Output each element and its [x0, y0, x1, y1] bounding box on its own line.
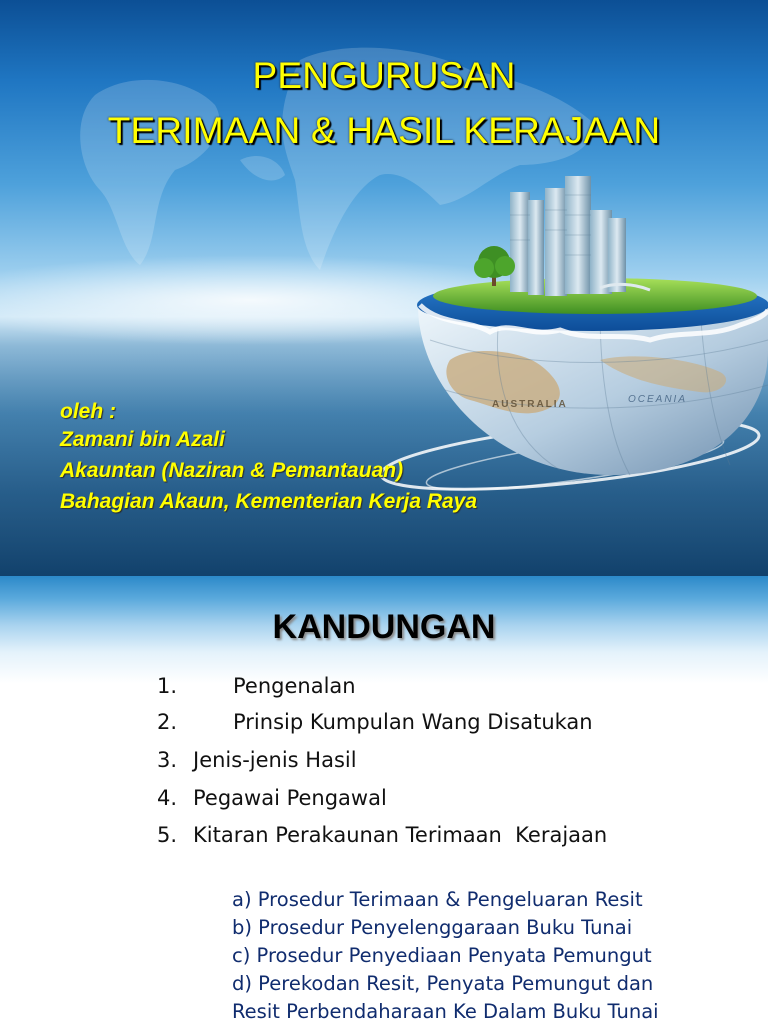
- slide-title-line-1: PENGURUSAN: [252, 55, 516, 96]
- contents-heading: KANDUNGAN: [272, 608, 496, 646]
- toc-subitem: b) Prosedur Penyelenggaraan Buku Tunai: [232, 916, 633, 939]
- toc-item-number: 2.: [157, 710, 178, 734]
- author-name: Zamani bin Azali: [60, 428, 225, 451]
- byline-label: oleh :: [60, 400, 116, 423]
- city-buildings-icon: [510, 176, 650, 296]
- toc-subitem: c) Prosedur Penyediaan Penyata Pemungut: [232, 944, 652, 967]
- toc-subitem: Resit Perbendaharaan Ke Dalam Buku Tunai: [232, 1000, 659, 1023]
- toc-item-number: 4.: [157, 786, 178, 810]
- author-position: Akauntan (Naziran & Pemantauan): [60, 459, 404, 482]
- slide-title-line-2: TERIMAAN & HASIL KERAJAAN: [107, 110, 661, 151]
- toc-item-label: Kitaran Perakaunan Terimaan Kerajaan: [193, 823, 608, 847]
- toc-item-label: Pegawai Pengawal: [193, 786, 387, 810]
- toc-item-number: 1.: [157, 674, 178, 698]
- toc-item-label: Jenis-jenis Hasil: [193, 748, 357, 772]
- toc-item-label: Pengenalan: [233, 674, 356, 698]
- toc-item-number: 3.: [157, 748, 178, 772]
- author-department: Bahagian Akaun, Kementerian Kerja Raya: [60, 490, 478, 513]
- toc-item-label: Prinsip Kumpulan Wang Disatukan: [233, 710, 593, 734]
- toc-subitem: a) Prosedur Terimaan & Pengeluaran Resit: [232, 888, 643, 911]
- globe-label-oceania: OCEANIA: [628, 394, 688, 405]
- contents-slide: [0, 576, 768, 1024]
- toc-item-number: 5.: [157, 823, 178, 847]
- globe-label-australia: AUSTRALIA: [492, 399, 568, 410]
- toc-subitem: d) Perekodan Resit, Penyata Pemungut dan: [232, 972, 654, 995]
